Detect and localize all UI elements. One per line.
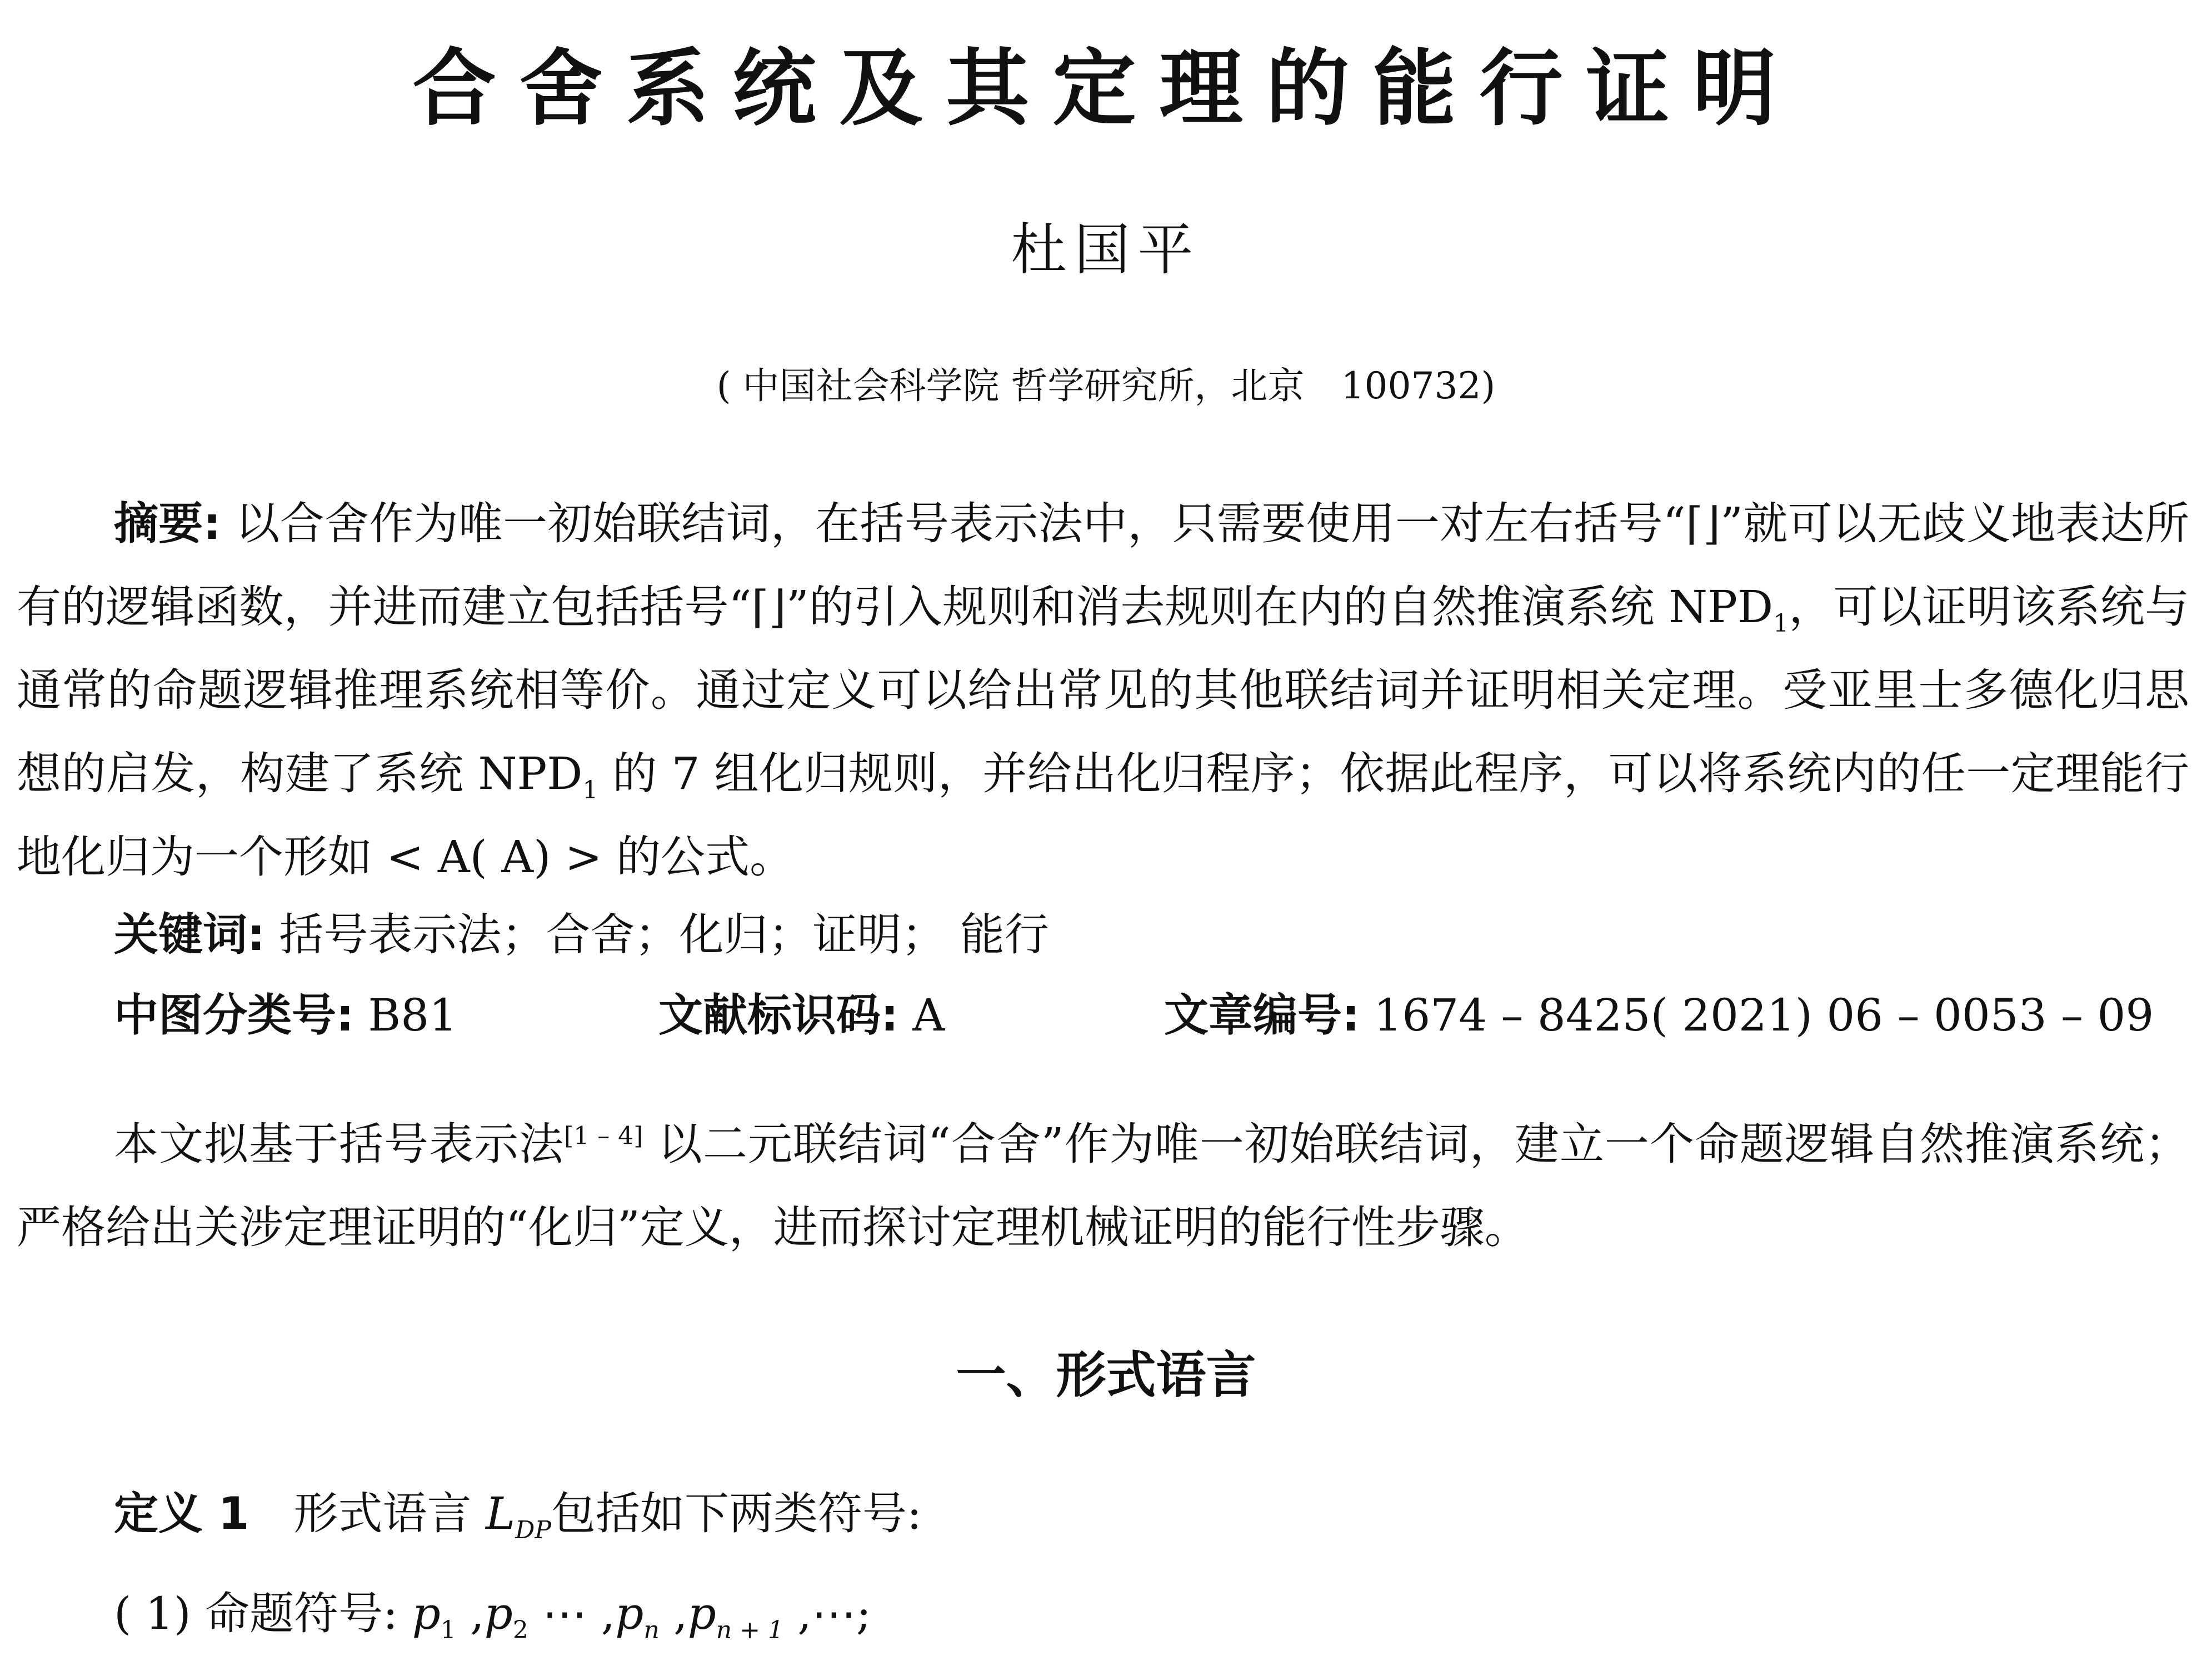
language-symbol: L — [485, 1488, 516, 1539]
intro-text-1: 本文拟基于括号表示法 — [114, 1118, 565, 1170]
article-number — [1164, 974, 2154, 1057]
abstract — [17, 482, 2189, 899]
symbol-sep-1: , — [456, 1588, 485, 1639]
citation: [1 – 4] — [564, 1122, 643, 1150]
symbol-p1: p — [412, 1588, 441, 1639]
keywords-label: 关键词: — [114, 909, 265, 960]
symbols-prefix: ( 1) 命题符号: — [114, 1588, 412, 1639]
abstract-subscript-1: 1 — [1773, 609, 1789, 638]
symbol-p1-sub: 1 — [440, 1616, 456, 1644]
intro-text-2: 以二元联结词“合舍”作为唯一初始联结词，建立一个命题逻辑自然推演系统；严格给出关涉定理证明的“化归”定义，进而探讨定理机械证明的能行性步骤。 — [17, 1118, 2190, 1253]
author-affiliation: ( 中国社会科学院 哲学研究所，北京 100732) — [716, 364, 1496, 407]
document-code — [658, 974, 945, 1057]
abstract-text-1: 以合舍作为唯一初始联结词，在括号表示法中，只需要使用一对左右括号“⌈⌋”就可以无歧义地表达所有的逻辑函数，并进而建立包括括号“⌈⌋”的引入规则和消去规则在内的自然推演系统 NPD — [17, 498, 2189, 633]
symbol-p2-sub: 2 — [512, 1616, 528, 1644]
symbol-pn: p — [615, 1588, 644, 1639]
definition-text-1: 形式语言 — [249, 1488, 486, 1539]
paper-title: 合舍系统及其定理的能行证明 — [412, 41, 1800, 137]
clc-value: B81 — [354, 989, 458, 1041]
definition-label: 定义 1 — [114, 1488, 249, 1539]
symbol-pn-sub: n — [643, 1616, 660, 1644]
symbol-dots: ⋯ , — [528, 1588, 616, 1639]
document-code-value: A — [898, 989, 945, 1041]
symbol-p2: p — [484, 1588, 513, 1639]
clc-number — [114, 974, 457, 1057]
definition-1 — [114, 1472, 922, 1555]
language-subscript: DP — [515, 1516, 551, 1544]
document-code-label: 文献标识码: — [658, 989, 898, 1041]
section-heading: 一、形式语言 — [956, 1345, 1256, 1404]
symbol-sep-2: , — [659, 1588, 688, 1639]
proposition-symbols — [114, 1572, 871, 1655]
symbol-pn1-sub: n + 1 — [716, 1616, 783, 1644]
clc-label: 中图分类号: — [114, 989, 354, 1041]
symbol-pn1: p — [687, 1588, 716, 1639]
keywords-text: 括号表示法；合舍；化归；证明； 能行 — [265, 909, 1049, 960]
abstract-text-3: 的 7 组化归规则，并给出化归程序；依据此程序，可以将系统内的任一定理能行地化归为一个形如 < A( A) > 的公式。 — [17, 748, 2190, 883]
abstract-label: 摘要: — [114, 498, 221, 549]
article-number-label: 文章编号: — [1164, 989, 1360, 1041]
article-number-value: 1674 – 8425( 2021) 06 – 0053 – 09 — [1360, 989, 2154, 1041]
symbols-end: ,⋯; — [783, 1588, 871, 1639]
definition-text-2: 包括如下两类符号: — [551, 1488, 922, 1539]
abstract-text-2: ，可以证明该系统与通常的命题逻辑推理系统相等价。通过定义可以给出常见的其他联结词并证明相关定理。受亚里士多德化归思想的启发，构建了系统 NPD — [17, 581, 2189, 799]
author-name: 杜国平 — [1011, 217, 1201, 282]
intro-paragraph — [17, 1103, 2189, 1269]
keywords — [17, 893, 2189, 977]
abstract-subscript-2: 1 — [582, 776, 598, 804]
